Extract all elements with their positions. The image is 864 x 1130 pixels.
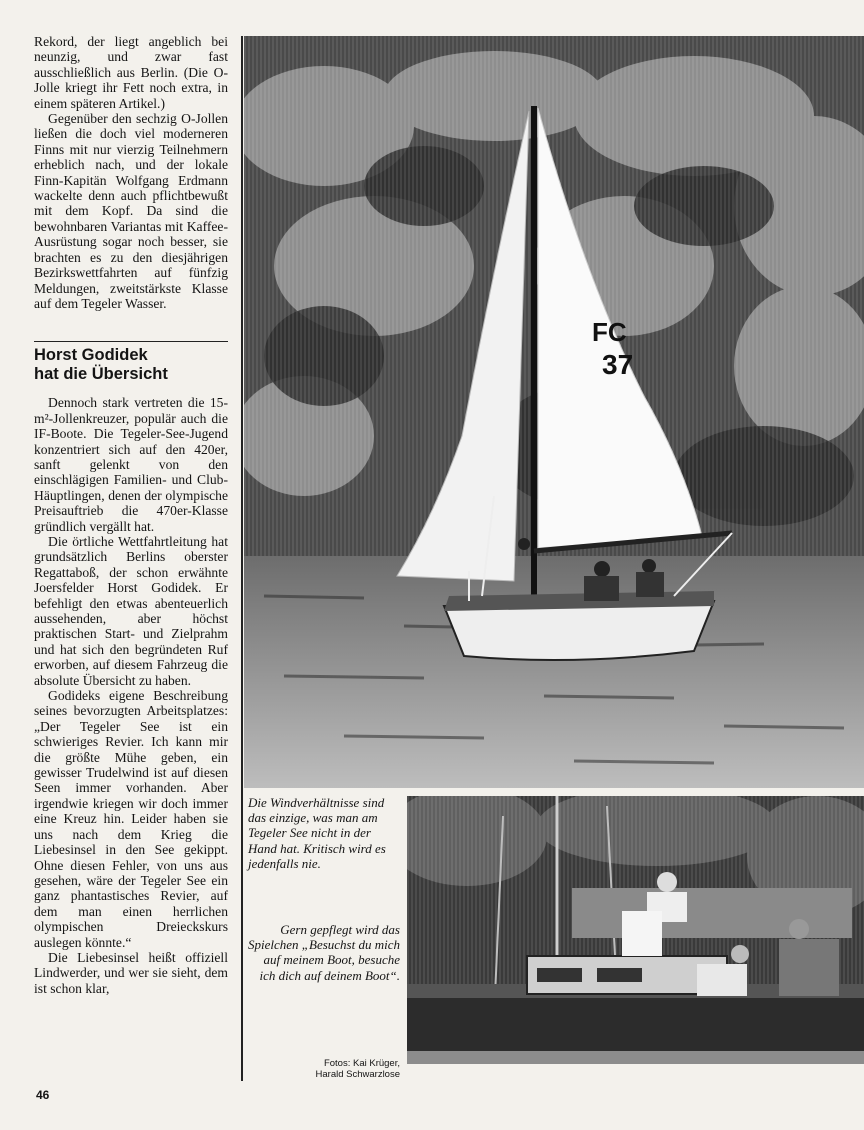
photo-credit-line: Fotos: Kai Krüger,: [323, 1058, 400, 1069]
photo-caption: Die Windverhältnisse sind das einzige, was man am Tegeler See nicht in der Hand hat. Kritisch wird es jedenfalls nie.: [248, 795, 386, 871]
page-number: 46: [36, 1088, 50, 1102]
article-paragraph: Dennoch stark vertreten die 15-m²-Jollenkreuzer, populär auch die IF-Boote. Die Tegeler-See-Jugend konzentriert sich auf den 420er, sanft gelenkt von den einschlägigen Familien- und Club-Häuptlingen, denen der olympische Preisauftrieb die 470er-Klasse gründlich vergällt hat.: [34, 395, 228, 534]
sail-number: 37: [602, 349, 634, 380]
article-paragraph: Gegenüber den sechzig O-Jollen ließen die doch viel moderneren Finns mit nur vierzig Teilnehmern erheblich nach, und der lokale Finn-Kapitän Wolfgang Erdmann wackelte denn auch pflichtbewußt mit dem Kopf. Da sind die bewohnbaren Variantas mit Kaffee-Ausrüstung sogar noch besser, sie brachten es zu den diesjährigen Bezirkswettfahrten auf fünfzig Meldungen, zweitstärkste Klasse auf dem Tegeler Wasser.: [34, 111, 228, 311]
cruiser-photo: [407, 796, 864, 1064]
section-heading-line1: Horst Godidek: [34, 346, 148, 365]
photo-credit: [300, 1058, 400, 1080]
article-paragraph: Die örtliche Wettfahrtleitung hat grundsätzlich Berlins oberster Regattaboß, der schon erwähnte Joersfelder Horst Godidek. Er befehligt den etwas abenteuerlich aussehenden, aber höchst praktischen Start- und Zielprahm und hat sich den begründeten Ruf erworben, auf diesem Fahrzeug die absolute Übersicht zu haben.: [34, 533, 228, 688]
article-column: [34, 34, 228, 996]
photo-credit-line: Harald Schwarzlose: [315, 1069, 400, 1080]
column-divider: [241, 36, 243, 1081]
photo-caption: Gern gepflegt wird das Spielchen „Besuchst du mich auf meinem Boot, besuche ich dich auf deinem Boot“.: [248, 922, 400, 983]
section-heading: [34, 341, 228, 383]
sail-letters: FC: [592, 317, 627, 347]
sailboat-photo: [244, 36, 864, 788]
article-paragraph: Godideks eigene Beschreibung seines bevorzugten Arbeitsplatzes: „Der Tegeler See ist ein schwieriges Revier. Ich kann mir die größte Mühe geben, ein gewisser Trudelwind ist auf diesen Seen immer vorhanden. Aber irgendwie kriegen wir doch immer eine Kreuz hin. Leider haben sie uns nach dem Krieg die Liebesinsel in den See gekippt. Ohne diesen Fehler, von uns aus gesehen, wäre der Tegeler See ein ganz phantastisches Revier, auf dem man einen herrlichen olympischen Dreieckskurs auslegen könnte.“: [34, 688, 228, 950]
article-paragraph: Rekord, der liegt angeblich bei neunzig, und zwar fast ausschließlich aus Berlin. (Die O-Jolle kriegt ihr Fett noch extra, in einem späteren Artikel.): [34, 34, 228, 111]
section-heading-line2: hat die Übersicht: [34, 364, 168, 383]
article-paragraph: Die Liebesinsel heißt offiziell Lindwerder, und wer sie sieht, dem ist schon klar,: [34, 949, 228, 996]
